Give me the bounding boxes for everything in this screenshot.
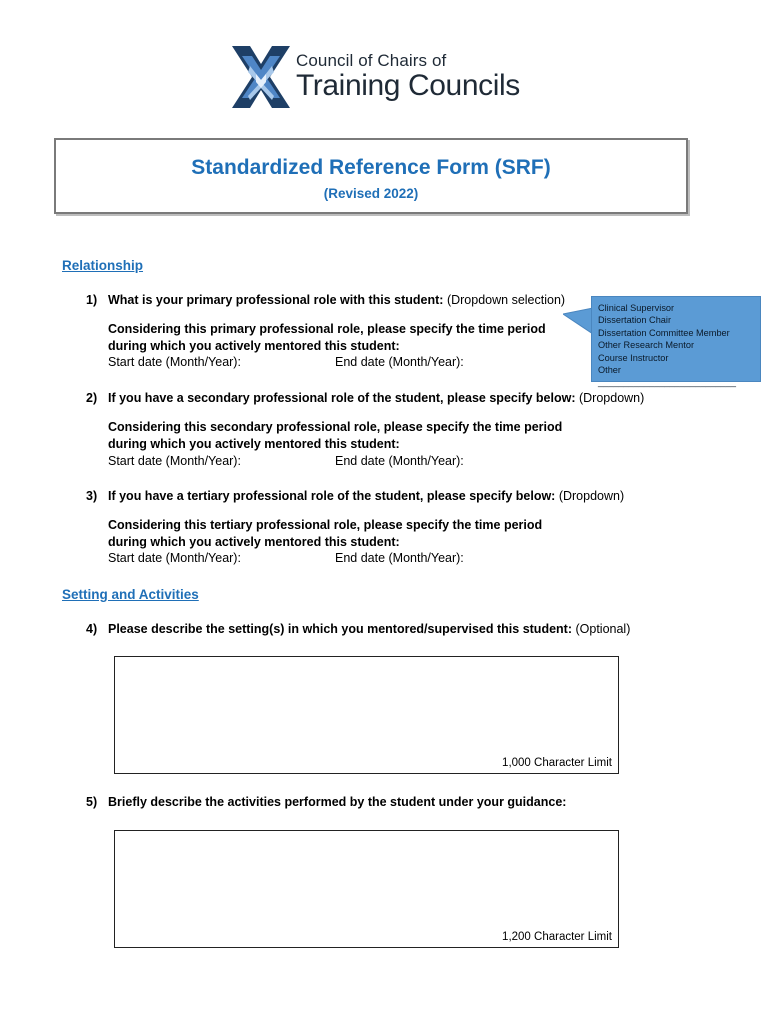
dropdown-option[interactable]: Course Instructor xyxy=(598,352,669,363)
form-title: Standardized Reference Form (SRF) xyxy=(191,156,551,179)
question-1 xyxy=(86,293,565,307)
council-logo xyxy=(230,44,520,110)
question-4-text: Please describe the setting(s) in which you mentored/supervised this student: xyxy=(108,622,572,636)
section-heading-setting-activities: Setting and Activities xyxy=(62,587,199,602)
dropdown-options-callout xyxy=(591,296,761,388)
q3-date-row xyxy=(108,551,508,565)
q2-consider-line1: Considering this secondary professional role, please specify the time period xyxy=(108,420,563,434)
activities-textarea[interactable] xyxy=(114,830,619,948)
q1-date-row xyxy=(108,355,508,369)
q3-consider-line2: during which you actively mentored this student: xyxy=(108,535,400,549)
q1-consider-line1: Considering this primary professional role, please specify the time period xyxy=(108,322,546,336)
q2-date-row xyxy=(108,454,508,468)
q1-start-date-label[interactable]: Start date (Month/Year): xyxy=(108,355,241,369)
title-box xyxy=(54,138,688,214)
q2-start-date-label[interactable]: Start date (Month/Year): xyxy=(108,454,241,468)
callout-pointer-icon xyxy=(563,306,593,336)
settings-textarea[interactable] xyxy=(114,656,619,774)
dropdown-option[interactable]: Other Research Mentor xyxy=(598,340,694,351)
question-1-text: What is your primary professional role with this student: xyxy=(108,293,444,307)
question-3 xyxy=(86,489,624,503)
question-3-number: 3) xyxy=(86,489,98,503)
settings-character-limit: 1,000 Character Limit xyxy=(502,757,612,769)
q2-end-date-label[interactable]: End date (Month/Year): xyxy=(335,454,464,468)
q3-consider-line1: Considering this tertiary professional role, please specify the time period xyxy=(108,518,543,532)
activities-character-limit: 1,200 Character Limit xyxy=(502,931,612,943)
council-logo-icon xyxy=(230,44,292,110)
logo-text-line2: Training Councils xyxy=(296,69,520,102)
q1-end-date-label[interactable]: End date (Month/Year): xyxy=(335,355,464,369)
question-5 xyxy=(86,795,566,809)
section-heading-relationship: Relationship xyxy=(62,258,144,273)
question-3-text: If you have a tertiary professional role of the student, please specify below: xyxy=(108,489,556,503)
question-2-hint[interactable]: (Dropdown) xyxy=(578,391,645,405)
q3-start-date-label[interactable]: Start date (Month/Year): xyxy=(108,551,241,565)
dropdown-option[interactable]: Dissertation Chair xyxy=(598,315,672,326)
question-1-hint[interactable]: (Dropdown selection) xyxy=(446,293,566,307)
q2-consider-line2: during which you actively mentored this student: xyxy=(108,437,400,451)
dropdown-option[interactable]: Clinical Supervisor xyxy=(598,303,675,313)
question-3-hint[interactable]: (Dropdown) xyxy=(558,489,625,503)
dropdown-option[interactable]: Dissertation Committee Member xyxy=(598,327,730,338)
question-4-hint: (Optional) xyxy=(575,622,631,636)
q1-consider-line2: during which you actively mentored this student: xyxy=(108,339,400,353)
question-4 xyxy=(86,622,630,636)
question-2 xyxy=(86,391,644,405)
question-5-number: 5) xyxy=(86,795,98,809)
question-2-number: 2) xyxy=(86,391,98,405)
form-subtitle: (Revised 2022) xyxy=(323,186,419,201)
question-1-number: 1) xyxy=(86,293,98,307)
logo-text-line1: Council of Chairs of xyxy=(296,51,447,70)
dropdown-option[interactable]: Other ___________________________ xyxy=(598,365,736,388)
q3-end-date-label[interactable]: End date (Month/Year): xyxy=(335,551,464,565)
question-5-text: Briefly describe the activities performed by the student under your guidance: xyxy=(108,795,567,809)
question-2-text: If you have a secondary professional role of the student, please specify below: xyxy=(108,391,576,405)
question-4-number: 4) xyxy=(86,622,98,636)
